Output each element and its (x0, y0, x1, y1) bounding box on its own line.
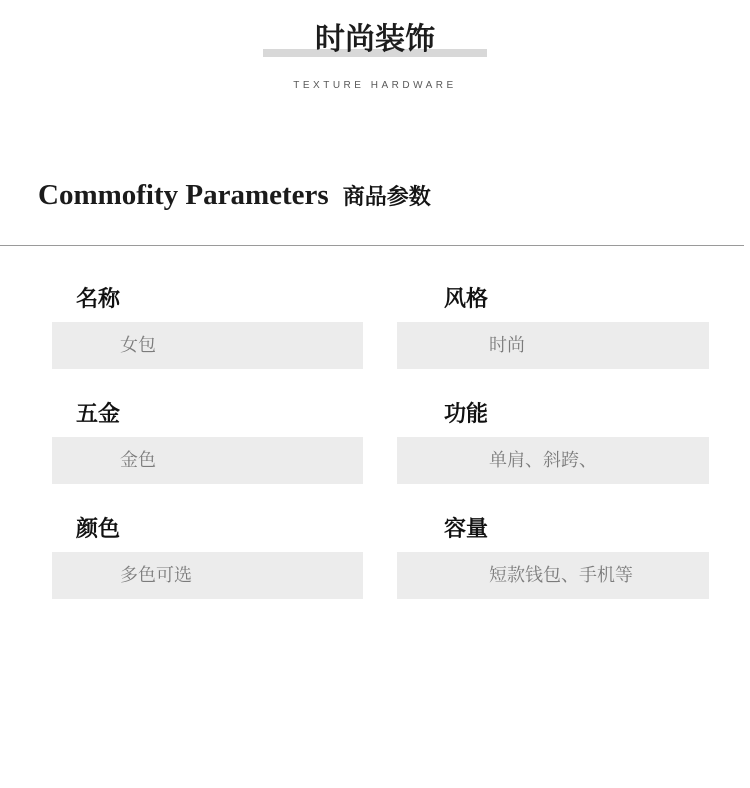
section-heading-en: Commofity Parameters (38, 179, 329, 211)
parameter-value: 女包 (52, 322, 363, 369)
parameter-label: 颜色 (76, 516, 121, 541)
brand-title: 时尚装饰 (315, 23, 435, 56)
brand-subtitle: TEXTURE HARDWARE (293, 80, 457, 91)
parameters-grid (0, 288, 750, 599)
parameter-label: 五金 (76, 401, 121, 426)
parameter-label: 容量 (444, 516, 489, 541)
brand-title-wrap (315, 22, 435, 58)
parameter-item-hardware (52, 403, 363, 484)
parameter-label: 功能 (444, 401, 489, 426)
parameter-item-name (52, 288, 363, 369)
parameter-label: 名称 (76, 286, 121, 311)
brand-header (0, 0, 750, 92)
parameter-item-function (397, 403, 709, 484)
parameter-item-color (52, 518, 363, 599)
parameter-value: 金色 (52, 437, 363, 484)
parameter-item-capacity (397, 518, 709, 599)
parameter-value: 时尚 (397, 322, 709, 369)
section-divider (0, 245, 744, 246)
section-heading (38, 178, 750, 217)
parameter-label: 风格 (444, 286, 489, 311)
parameter-value: 单肩、斜跨、 (397, 437, 709, 484)
section-heading-zh: 商品参数 (342, 184, 431, 209)
parameter-item-style (397, 288, 709, 369)
parameter-value: 多色可选 (52, 552, 363, 599)
parameter-value: 短款钱包、手机等 (397, 552, 709, 599)
